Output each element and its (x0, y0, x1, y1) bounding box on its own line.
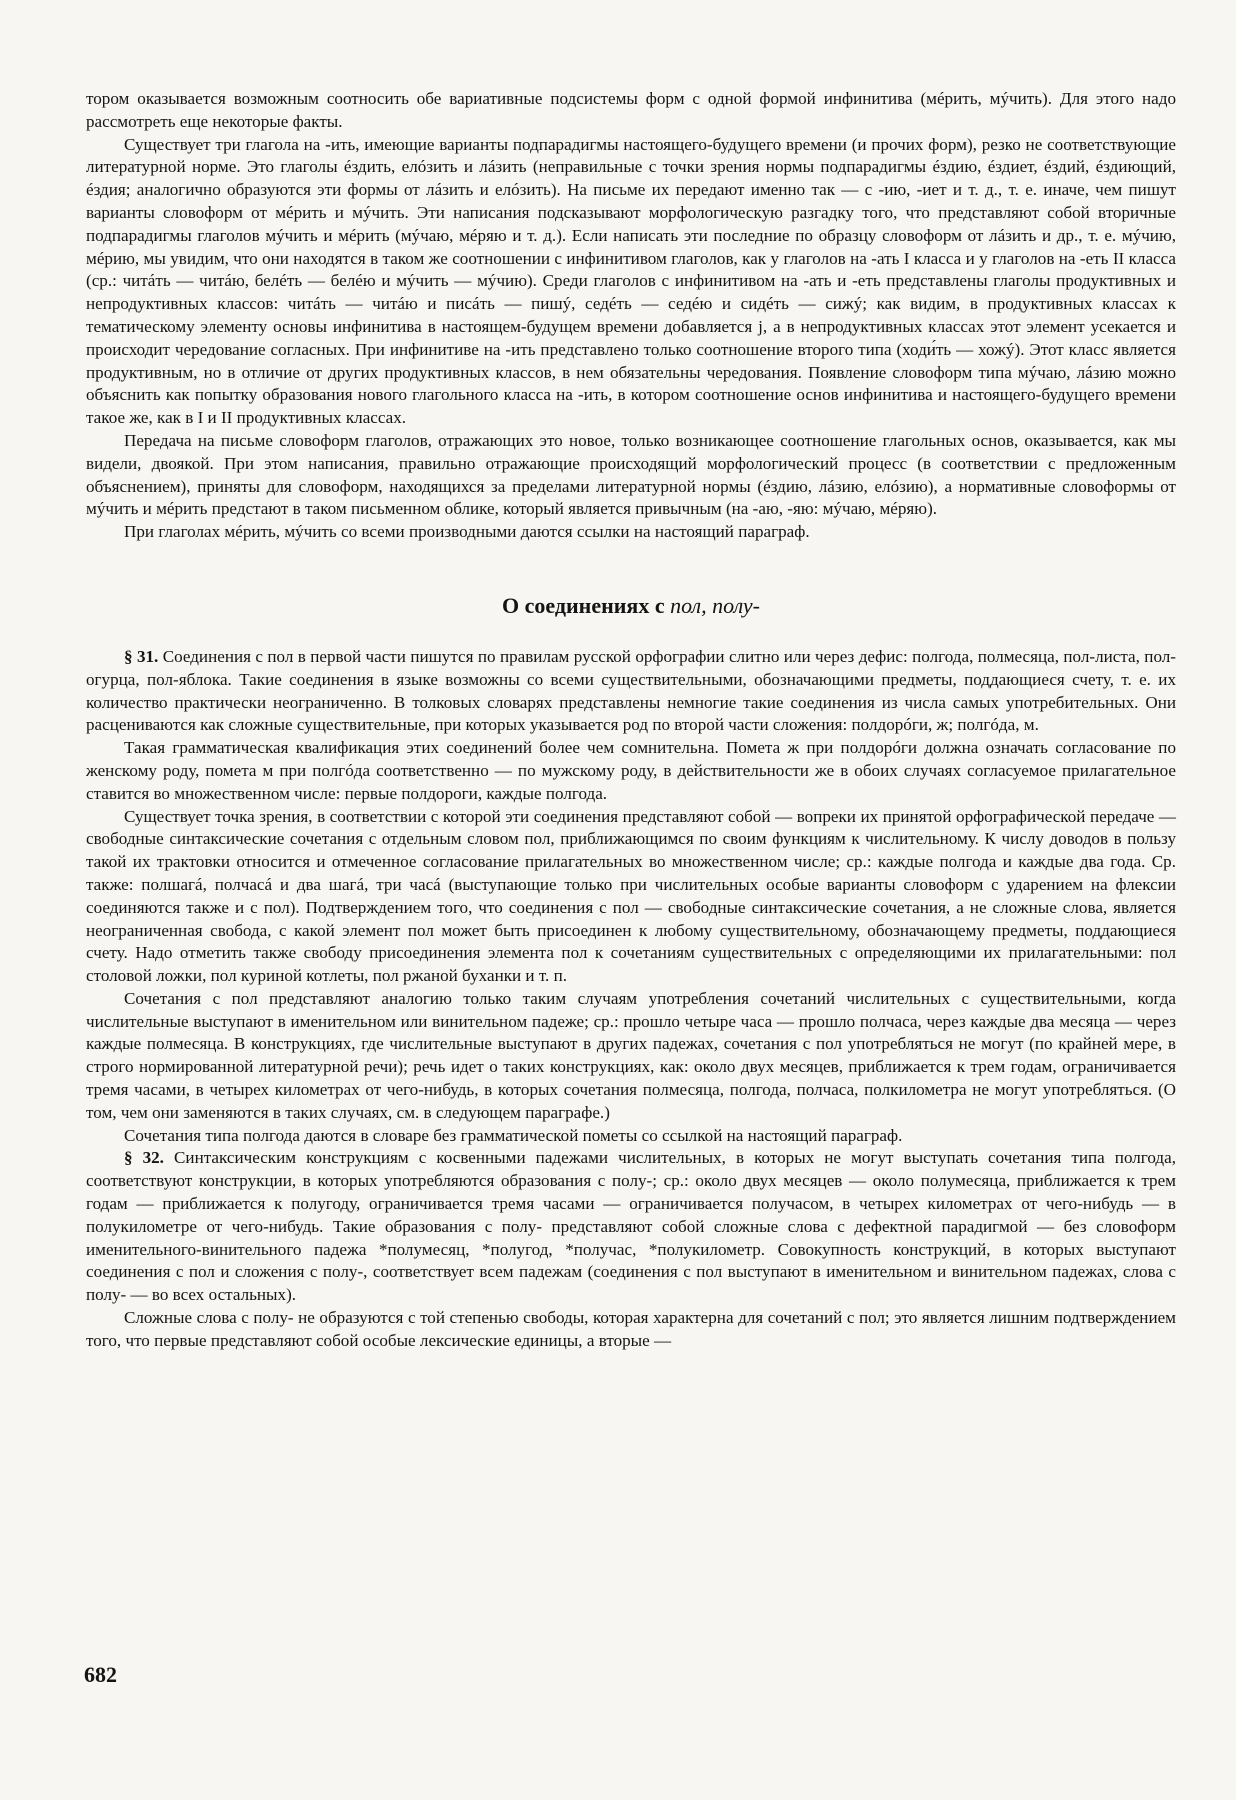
section-text (86, 646, 1176, 1353)
page-number: 682 (84, 1662, 117, 1687)
section-sign: § 31. (124, 646, 159, 666)
section-heading-text: О соединениях с (501, 592, 665, 618)
paragraph (86, 1147, 1176, 1307)
paragraph (86, 988, 1176, 1125)
paragraph: тором оказывается возможным соотносить обе вариативные подсистемы форм с одной формой инфинитива (мéрить, мýчить). Для этого надо рассмотреть еще некоторые факты. (86, 89, 1176, 131)
top-text (86, 88, 1176, 544)
paragraph-text: Сложные слова с полу- не образуются с той степенью свободы, которая характерна для сочетаний с пол; это является лишним подтверждением того, что первые представляют собой особые лексические единицы, а вторые — (86, 1308, 1176, 1350)
paragraph-text: Синтаксическим конструкциям с косвенными падежами числительных, в которых не могут выступать сочетания типа полгода, соответствуют конструкции, в которых употребляются образования с полу-; ср.: около двух месяцев — около полумесяца, приближается к трем годам — приближается к полугоду, ограничивается тремя часами — ограничивается получасом, в четырех километрах от чего-нибудь — в полукилометре от чего-нибудь. Такие образования с полу- представляют собой сложные слова с дефектной парадигмой — без словоформ именительного-винительного падежа *полумесяц, *полугод, *получас, *полукилометр. Совокупность конструкций, в которых выступают соединения с пол и сложения с полу-, соответствует всем падежам (соединения с пол выступают в именительном и винительном падежах, слова с полу- — во всех остальных). (86, 1148, 1176, 1305)
paragraph (86, 646, 1176, 737)
paragraph (86, 1307, 1176, 1353)
paragraph: Передача на письме словоформ глаголов, отражающих это новое, только возникающее соотношение глагольных основ, оказывается, как мы видели, двоякой. При этом написания, правильно отражающие происходящий морфологический процесс (в соответствии с предложенным объяснением), приняты для словоформ, находящихся за пределами литературной нормы (éздию, лáзию, елóзию), а нормативные словоформы от мýчить и мéрить предстают в таком письменном облике, который является привычным (на -аю, -яю: мýчаю, мéряю). (86, 430, 1176, 519)
paragraph (86, 806, 1176, 988)
paragraph (86, 1125, 1176, 1148)
paragraph-text: Соединения с пол в первой части пишутся по правилам русской орфографии слитно или через дефис: полгода, полмесяца, пол-листа, пол-огурца, пол-яблока. Такие соединения в языке возможны со всеми существительными, обозначающими предметы, поддающиеся счету, т. е. их количество практически неограниченно. В толковых словарях представлены немногие такие соединения из числа самых употребительных. Они расцениваются как сложные существительные, при которых указывается род по второй части сложения: полдорóги, ж; полгóда, м. (86, 646, 1176, 735)
paragraph-text: Существует точка зрения, в соответствии с которой эти соединения представляют собой — вопреки их принятой орфографической передаче — свободные синтаксические сочетания с отдельным словом пол, приближающимся по своим функциям к числительному. К числу доводов в пользу такой их трактовки относится и отмеченное согласование прилагательных во множественном числе; ср.: каждые полгода и каждые два года. Ср. также: полшагá, полчасá и два шагá, три часá (выступающие только при числительных особые варианты словоформ с ударением на флексии соединяются также и с пол). Подтверждением того, что соединения с пол — свободные синтаксические сочетания, а не сложные слова, является неограниченная свобода, с какой элемент пол может быть присоединен к любому существительному, обозначающему предметы, поддающиеся счету. Надо отметить также свободу присоединения элемента пол к сочетаниям существительных с определяющими их прилагательными: пол столовой ложки, пол куриной котлеты, пол ржаной буханки и т. п. (86, 806, 1176, 986)
paragraph-text: Сочетания с пол представляют аналогию только таким случаям употребления сочетаний числительных с существительными, когда числительные выступают в именительном или винительном падеже; ср.: прошло четыре часа — прошло полчаса, через каждые два месяца — через каждые полмесяца. В конструкциях, где числительные выступают в других падежах, сочетания с пол употребляться не могут (по крайней мере, в строго нормированной литературной речи); речь идет о таких конструкциях, как: около двух месяцев, приближается к трем годам, ограничивается тремя часами, в четырех километрах от чего-нибудь, в которых сочетания полмесяца, полгода, полчаса, полкилометра не могут употребляться. (О том, чем они заменяются в таких случаях, см. в следующем параграфе.) (86, 988, 1176, 1122)
paragraph: При глаголах мéрить, мýчить со всеми производными даются ссылки на настоящий параграф. (124, 522, 810, 542)
section-heading-italic: пол, полу- (670, 592, 760, 618)
paragraph-text: Сочетания типа полгода даются в словаре без грамматической пометы со ссылкой на настоящий параграф. (124, 1125, 903, 1145)
paragraph-text: Такая грамматическая квалификация этих соединений более чем сомнительна. Помета ж при полдорóги должна означать согласование по женскому роду, помета м при полгóда соответственно — по мужскому роду, в действительности же в обоих случаях согласуемое прилагательное ставится во множественном числе: первые полдороги, каждые полгода. (86, 738, 1176, 803)
section-sign: § 32. (124, 1148, 164, 1168)
section-heading (86, 592, 1176, 620)
paragraph: Существует три глагола на -ить, имеющие варианты подпарадигмы настоящего-будущего времени (и прочих форм), резко не соответствующие литературной норме. Это глаголы éздить, елóзить и лáзить (неправильные с точки зрения нормы подпарадигмы éздию, éздиет, éздий, éздиющий, éздия; аналогично образуются эти формы от лáзить и елóзить). На письме их передают именно так — с -ию, -иет и т. д., т. е. иначе, чем пишут варианты словоформ от мéрить и мýчить. Эти написания подсказывают морфологическую разгадку того, что представляют собой вторичные подпарадигмы глаголов мýчить и мéрить (мýчаю, мéряю и т. д.). Если написать эти последние по образцу словоформ от лáзить и др., т. е. мýчию, мéрию, мы увидим, что они находятся в таком же соотношении с инфинитивом глаголов, как у глаголов на -ать I класса и у глаголов на -еть II класса (ср.: читáть — читáю, белéть — белéю и мýчить — мýчию). Среди глаголов с инфинитивом на -ать и -еть представлены глаголы продуктивных и непродуктивных классов: читáть — читáю и писáть — пишý, седéть — седéю и сидéть — сижý; как видим, в продуктивных классах к тематическому элементу основы инфинитива в настоящем-будущем времени добавляется j, а в непродуктивных классах этот элемент усекается и происходит чередование согласных. При инфинитиве на -ить представлено только соотношение второго типа (ходи́ть — хожý). Этот класс является продуктивным, но в отличие от других продуктивных классов, в нем обязательны чередования. Появление словоформ типа мýчаю, лáзию можно объяснить как попытку образования нового глагольного класса на -ить, в котором соотношение основ инфинитива и настоящего-будущего времени такое же, как в I и II продуктивных классах. (86, 134, 1176, 428)
paragraph (86, 737, 1176, 805)
